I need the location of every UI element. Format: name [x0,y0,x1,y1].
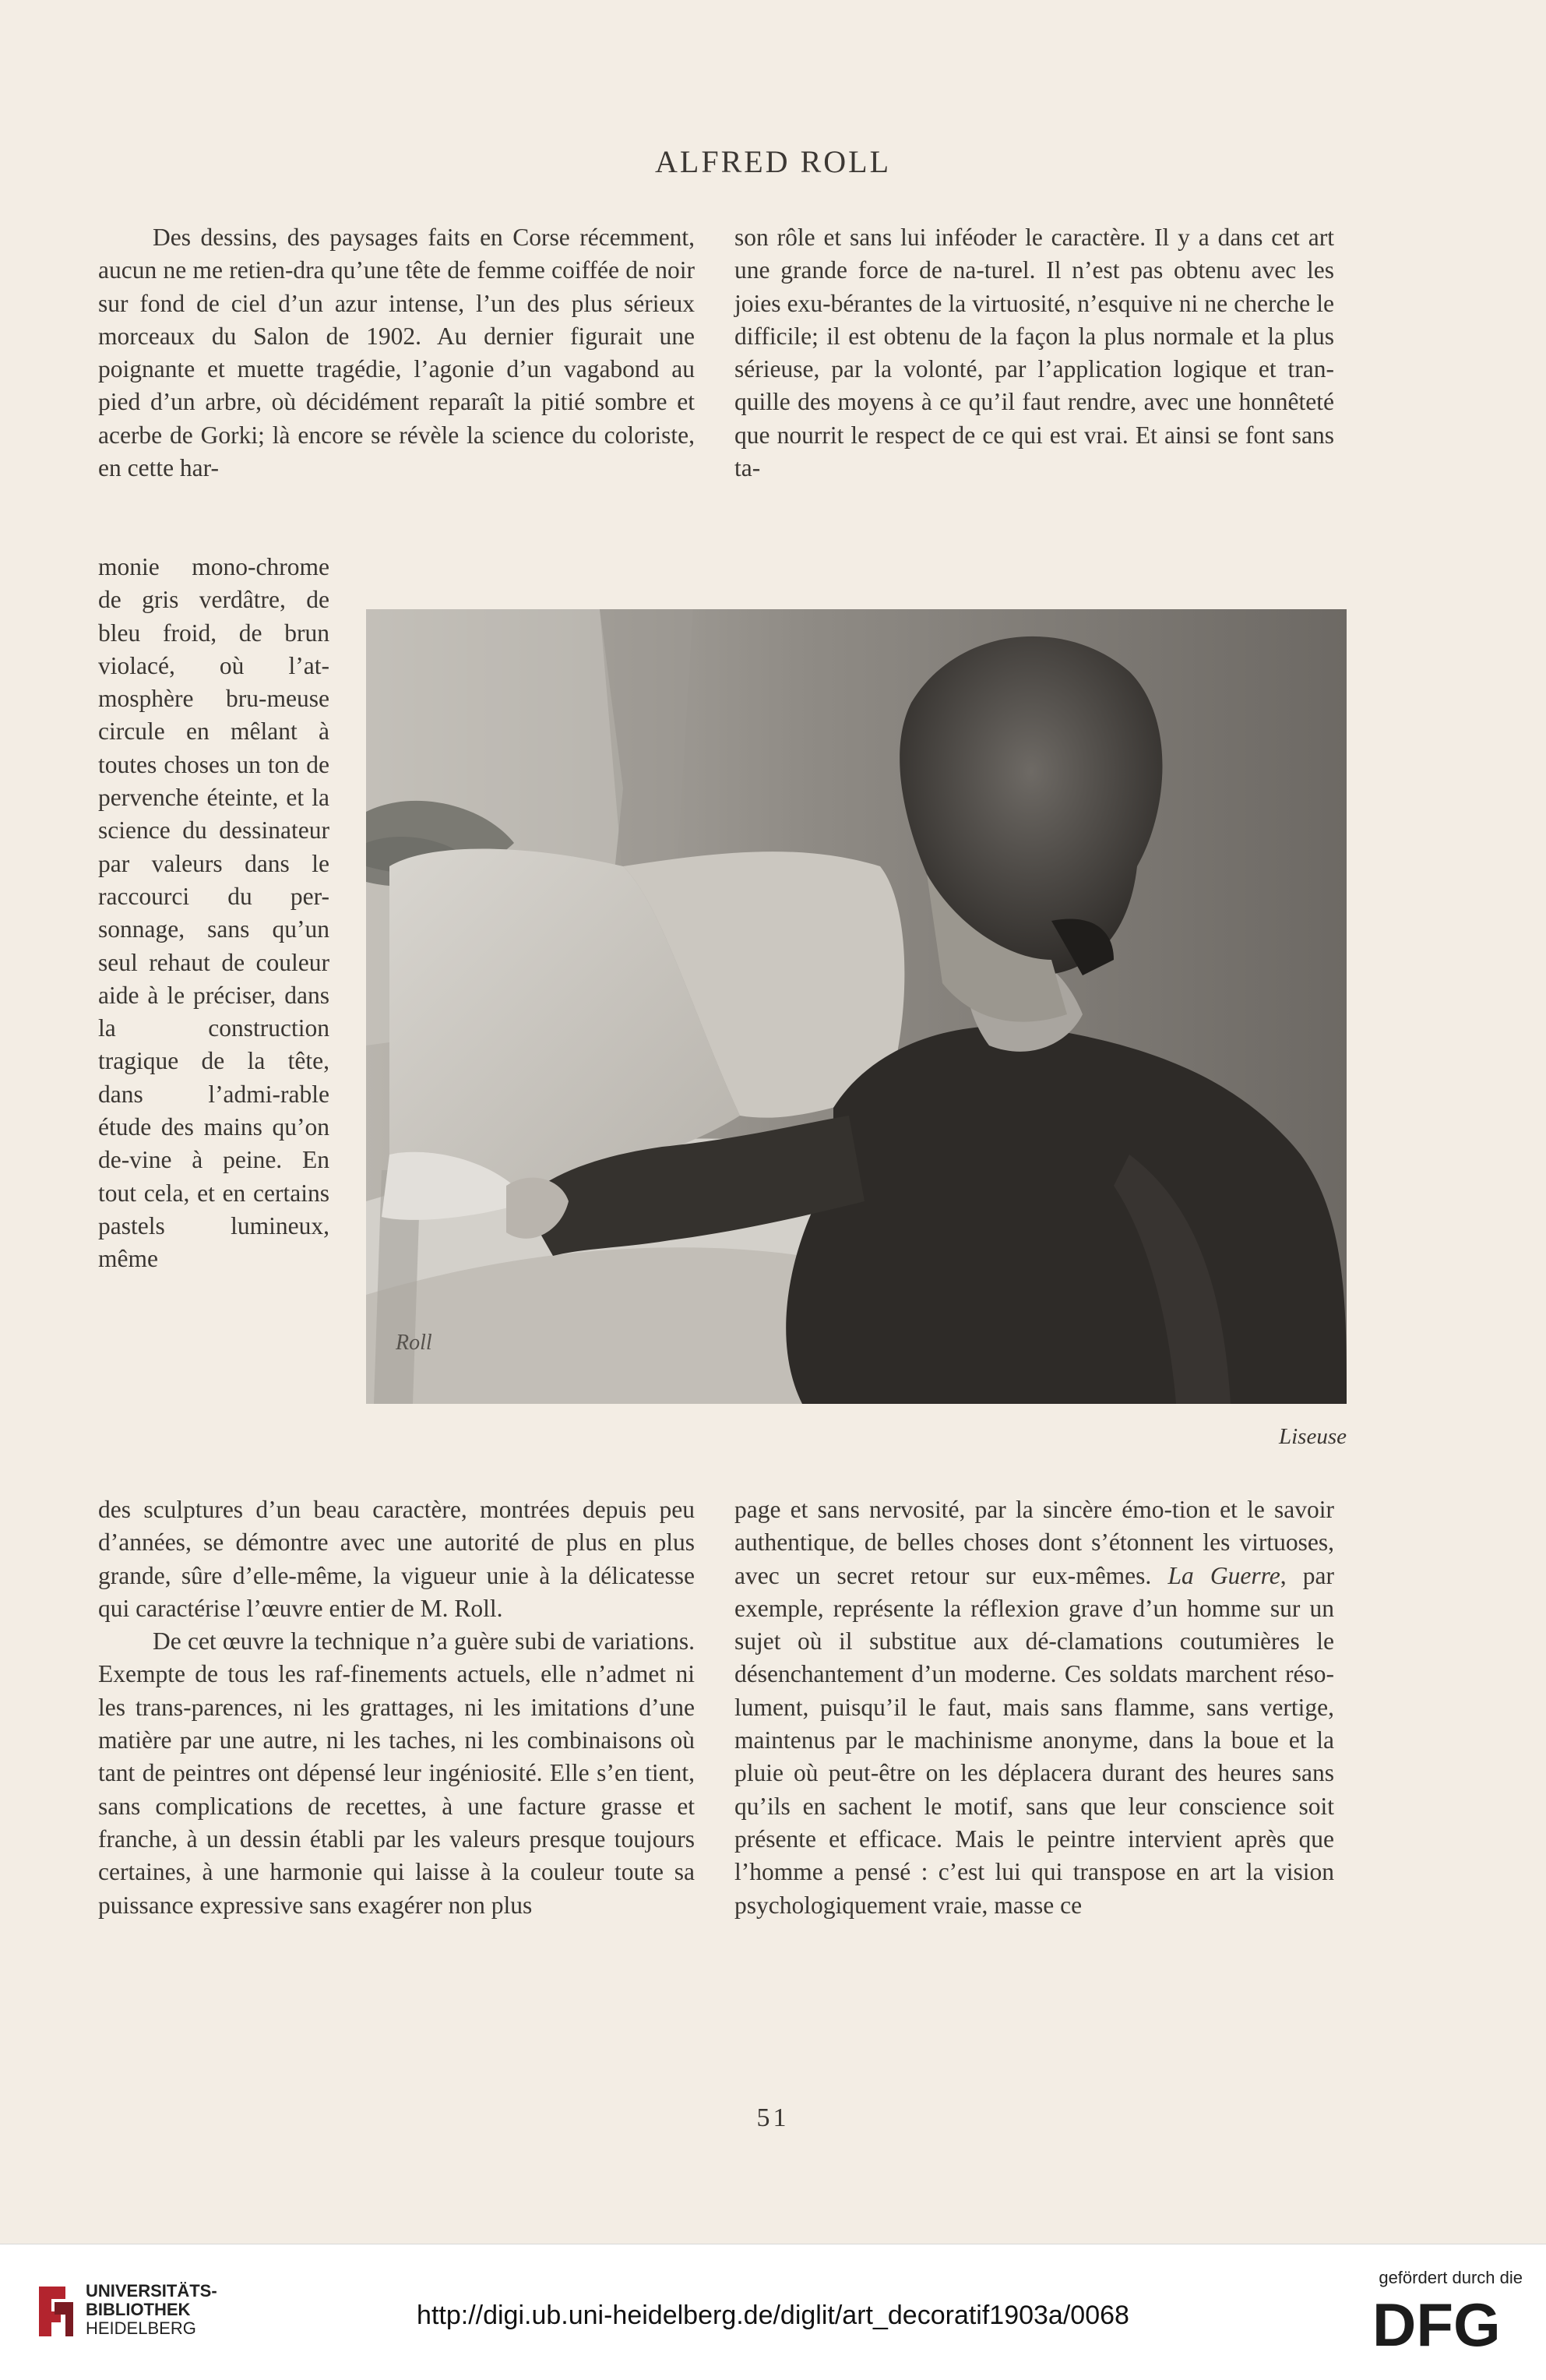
left-column-top [98,221,695,485]
illustration-liseuse [366,609,1347,1404]
paragraph: des sculptures d’un beau caractère, montrées depuis peu d’années, se démontre avec une autorité de plus en plus grande, sûre d’elle-même, la vigueur unie à la délicatesse qui caractérise l’œuvre entier de M. Roll. [98,1496,695,1622]
running-head: ALFRED ROLL [655,144,891,179]
left-column-bottom [98,1493,695,1922]
paragraph: monie mono-chrome de gris verdâtre, de bleu froid, de brun violacé, où l’at-mosphère bru-meuse circule en mêlant à toutes choses un ton de pervenche éteinte, et la science du dessinateur par valeurs dans le raccourci du per-sonnage, sans qu’un seul rehaut de couleur aide à le préciser, dans la construction tragique de la tête, dans l’admi-rable étude des mains qu’on de-vine à peine. En tout cela, et en certains pastels lumineux, même [98,553,329,1273]
digitization-footer [0,2244,1546,2380]
paragraph: Des dessins, des paysages faits en Corse récemment, aucun ne me retien-dra qu’une tête de femme coiffée de noir sur fond de ciel d’un azur intense, l’un des plus sérieux morceaux du Salon de 1902. Au dernier figurait une poignante et muette tragédie, l’agonie d’un vagabond au pied d’un arbre, où décidément reparaît la pitié sombre et acerbe de Gorki; là encore se révèle la science du coloriste, en cette har- [98,224,695,482]
left-column-narrow [98,551,329,1276]
paragraph [734,1493,1334,1922]
dfg-logo-icon [1372,2294,1525,2354]
right-column-top [734,221,1334,485]
text-run: page et sans nervosité, par la sincère émo-tion et le savoir authentique, de belles choses dont s’étonnent les virtuoses, avec un secret retour sur eux-mêmes. [734,1496,1334,1589]
paragraph: De cet œuvre la technique n’a guère subi de variations. Exempte de tous les raf-finements actuels, elle n’admet ni les trans-parences, ni les grattages, ni les imitations d’une matière par une autre, ni les taches, ni les combinaisons où tant de peintres ont dépensé leur ingéniosité. Elle s’en tient, sans complications de recettes, à une facture grasse et franche, à un dessin établi par les valeurs presque toujours certaines, à une harmonie qui laisse à la couleur toute sa puissance expressive sans exagérer non plus [98,1627,695,1919]
library-name-line: HEIDELBERG [86,2318,196,2338]
text-run: , par exemple, représente la réflexion grave d’un homme sur un sujet où il substitue aux dé-clamations coutumières le désenchantement d’un moderne. Ces soldats marchent réso-lument, puisqu’il le faut, mais sans flamme, sans vertige, maintenus par le machinisme anonyme, dans la boue et la pluie où peut-être on les déplacera durant des heures sans qu’ils en sachent le motif, sans que leur conscience soit présente et efficace. Mais le peintre intervient après que l’homme a pensé : c’est lui qui transpose en art la vision psychologiquement vraie, masse ce [734,1561,1335,1919]
permalink-url[interactable]: http://digi.ub.uni-heidelberg.de/diglit/art_decoratif1903a/0068 [417,2301,1129,2330]
artwork-title: La Guerre [1167,1561,1280,1589]
library-name-line: BIBLIOTHEK [86,2300,191,2319]
svg-text:DFG: DFG [1372,2294,1501,2354]
painting-signature: Roll [396,1331,432,1355]
painting-image [366,609,1347,1404]
page-number: 51 [756,2103,790,2132]
illustration-caption: Liseuse [1279,1424,1347,1449]
funding-label: gefördert durch die [1379,2268,1523,2287]
right-column-bottom [734,1493,1334,1922]
paragraph: son rôle et sans lui inféoder le caractère. Il y a dans cet art une grande force de na-turel. Il n’est pas obtenu avec les joies exu-bérantes de la virtuosité, n’esquive ni ne cherche le difficile; il est obtenu de la façon la plus normale et la plus sérieuse, par la volonté, par l’application logique et tran-quille des moyens à ce qu’il faut rendre, avec une honnêteté que nourrit le respect de ce qui est vrai. Et ainsi se font sans ta- [734,224,1334,482]
library-name-line: UNIVERSITÄTS- [86,2281,217,2301]
